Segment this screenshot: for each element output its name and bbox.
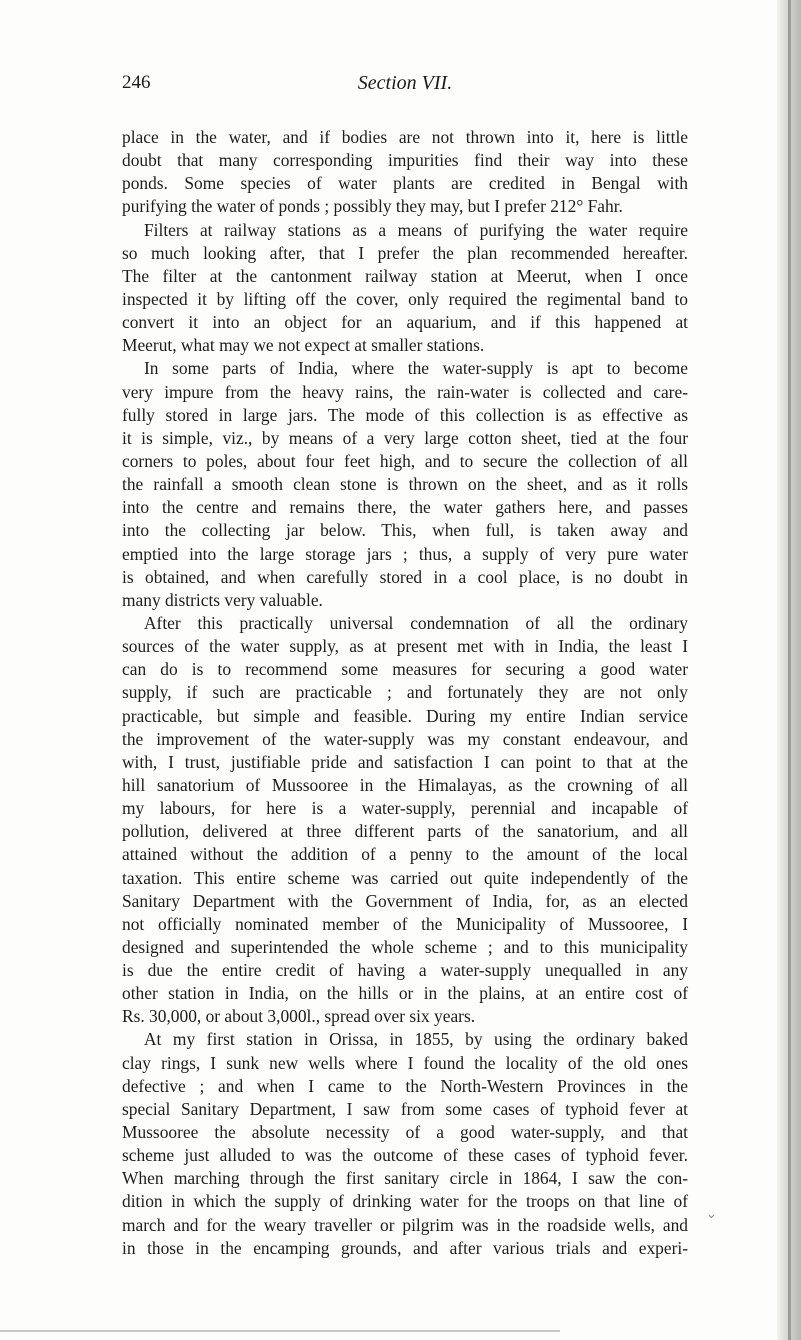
text-line: hill sanatorium of Mussooree in the Himalayas, as the crowning of all xyxy=(122,774,688,795)
binding-line xyxy=(788,0,791,1340)
text-line: many districts very valuable. xyxy=(122,589,323,610)
text-line: After this practically universal condemnation of all the ordinary xyxy=(144,612,688,633)
text-line: convert it into an object for an aquarium, and if this happened at xyxy=(122,312,688,333)
text-line: into the centre and remains there, the water gathers here, and passes xyxy=(122,497,688,518)
text-line: place in the water, and if bodies are not thrown into it, here is little xyxy=(122,127,688,147)
text-line: the rainfall a smooth clean stone is thrown on the sheet, and as it rolls xyxy=(122,474,688,495)
text-line: not officially nominated member of the Municipality of Mussooree, I xyxy=(122,913,688,934)
text-line: In some parts of India, where the water-supply is apt to become xyxy=(144,358,688,379)
text-line: ponds. Some species of water plants are credited in Bengal with xyxy=(122,173,688,194)
body-text xyxy=(122,126,688,1260)
text-line: dition in which the supply of drinking water for the troops on that line of xyxy=(122,1191,688,1212)
page-header xyxy=(122,72,688,100)
text-line: it is simple, viz., by means of a very large cotton sheet, tied at the four xyxy=(122,427,688,448)
text-line: Sanitary Department with the Government of India, for, as an elected xyxy=(122,890,688,911)
text-line: taxation. This entire scheme was carried out quite independently of the xyxy=(122,867,688,888)
text-line: march and for the weary traveller or pilgrim was in the roadside wells, and xyxy=(122,1214,688,1235)
text-line: special Sanitary Department, I saw from some cases of typhoid fever at xyxy=(122,1098,688,1119)
text-line: inspected it by lifting off the cover, only required the regimental band to xyxy=(122,288,688,309)
text-line: fully stored in large jars. The mode of this collection is as effective as xyxy=(122,404,688,425)
text-line: so much looking after, that I prefer the plan recommended hereafter. xyxy=(122,242,688,263)
page-binding-edge xyxy=(777,0,801,1340)
text-line: supply, if such are practicable ; and fortunately they are not only xyxy=(122,682,688,703)
text-line: pollution, delivered at three different parts of the sanatorium, and all xyxy=(122,821,688,842)
text-line: designed and superintended the whole scheme ; and to this municipality xyxy=(122,936,688,957)
text-line: into the collecting jar below. This, when full, is taken away and xyxy=(122,520,688,541)
text-line: corners to poles, about four feet high, and to secure the collection of all xyxy=(122,450,688,471)
page-bottom-edge xyxy=(0,1330,560,1332)
text-line: Filters at railway stations as a means of purifying the water require xyxy=(144,219,688,240)
text-line: the improvement of the water-supply was my constant endeavour, and xyxy=(122,728,688,749)
text-line: practicable, but simple and feasible. During my entire Indian service xyxy=(122,705,688,726)
text-line: When marching through the first sanitary circle in 1864, I saw the con- xyxy=(122,1168,688,1189)
text-line: purifying the water of ponds ; possibly they may, but I prefer 212° Fahr. xyxy=(122,196,623,217)
text-line: defective ; and when I came to the North-Western Provinces in the xyxy=(122,1075,688,1096)
text-line: is obtained, and when carefully stored in a cool place, is no doubt in xyxy=(122,566,688,587)
text-line: can do is to recommend some measures for securing a good water xyxy=(122,659,688,680)
text-line: with, I trust, justifiable pride and satisfaction I can point to that at the xyxy=(122,751,688,772)
text-line: clay rings, I sunk new wells where I found the locality of the old ones xyxy=(122,1052,688,1073)
text-line: attained without the addition of a penny to the amount of the local xyxy=(122,844,688,865)
text-line: my labours, for here is a water-supply, perennial and incapable of xyxy=(122,798,688,819)
margin-mark: ⌄ xyxy=(706,1207,717,1222)
text-line: Meerut, what may we not expect at smaller stations. xyxy=(122,335,485,356)
text-line: Mussooree the absolute necessity of a good water-supply, and that xyxy=(122,1122,688,1143)
page-number: 246 xyxy=(122,72,151,93)
text-line: scheme just alluded to was the outcome of these cases of typhoid fever. xyxy=(122,1145,688,1166)
text-line: The filter at the cantonment railway station at Meerut, when I once xyxy=(122,265,688,286)
text-line: doubt that many corresponding impurities find their way into these xyxy=(122,150,688,171)
running-head: Section VII. xyxy=(357,72,453,94)
text-line: other station in India, on the hills or in the plains, at an entire cost of xyxy=(122,983,688,1004)
text-line: very impure from the heavy rains, the rain-water is collected and care- xyxy=(122,381,688,402)
text-line: At my first station in Orissa, in 1855, by using the ordinary baked xyxy=(144,1029,688,1050)
text-line: sources of the water supply, as at present met with in India, the least I xyxy=(122,636,688,657)
text-line: in those in the encamping grounds, and after various trials and experi- xyxy=(122,1237,688,1258)
text-line: Rs. 30,000, or about 3,000l., spread over six years. xyxy=(122,1006,476,1027)
text-line: emptied into the large storage jars ; thus, a supply of very pure water xyxy=(122,543,688,564)
text-line: is due the entire credit of having a water-supply unequalled in any xyxy=(122,960,688,981)
